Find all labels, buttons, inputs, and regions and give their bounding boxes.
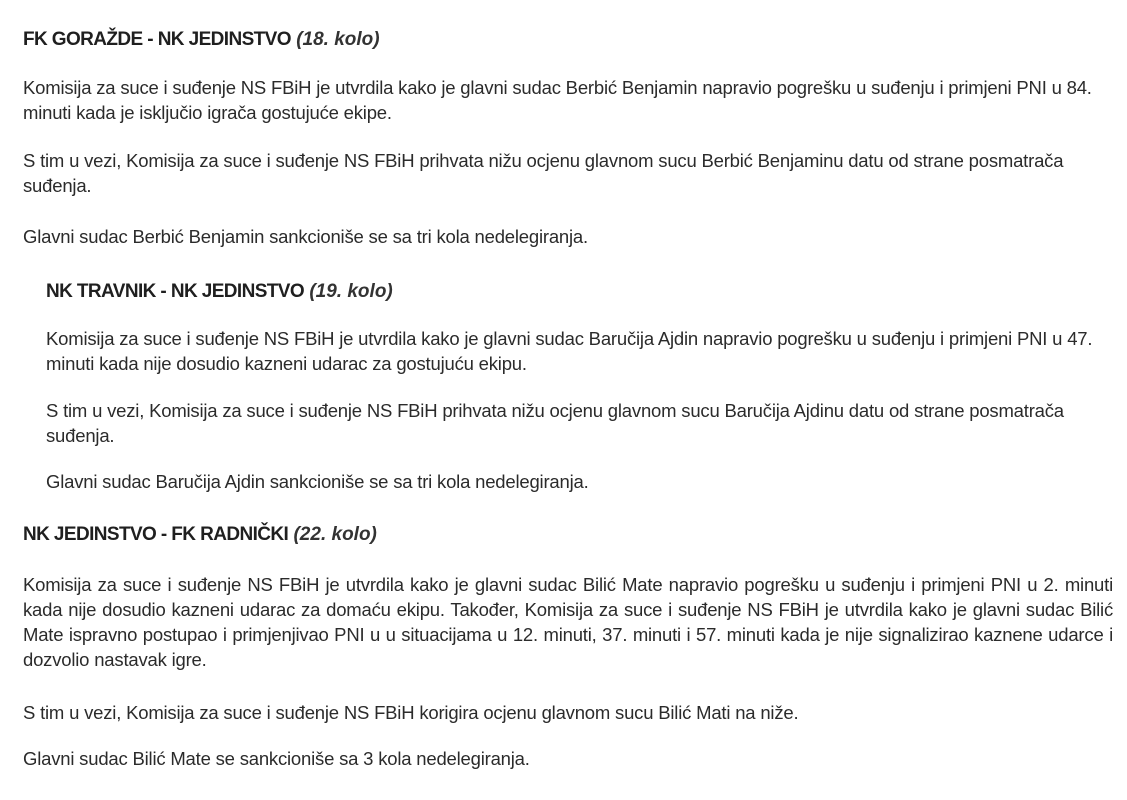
section-goražde-jedinstvo [23,27,1113,53]
match-title: FK GORAŽDE - NK JEDINSTVO [23,29,291,50]
section-1-paragraph-2 [23,148,1113,198]
paragraph: S tim u vezi, Komisija za suce i suđenje NS FBiH prihvata nižu ocjenu glavnom sucu Baručija Ajdinu datu od strane posmatrača suđenja. [46,400,1064,446]
paragraph: Komisija za suce i suđenje NS FBiH je utvrdila kako je glavni sudac Berbić Benjamin napravio pogrešku u suđenju i primjeni PNI u 84. minuti kada je isključio igrača gostujuće ekipe. [23,77,1092,123]
paragraph: Glavni sudac Berbić Benjamin sankcioniše se sa tri kola nedelegiranja. [23,226,588,247]
section-heading [46,279,1096,305]
section-1-paragraph-1 [23,75,1113,125]
section-heading [23,27,1113,53]
paragraph: Komisija za suce i suđenje NS FBiH je utvrdila kako je glavni sudac Bilić Mate napravio pogrešku u suđenju i primjeni PNI u 2. minuti kada nije dosudio kazneni udarac za domaću ekipu. Također, Komisija za suce i suđenje NS FBiH je utvrdila kako je glavni sudac Bilić Mate ispravno postupao i primjenjivao PNI u u situacijama u 12. minuti, 37. minuti i 57. minuti kada je nije signalizirao kaznene udarce i dozvolio nastavak igre. [23,574,1113,670]
section-3-paragraph-2 [23,700,1113,725]
paragraph: Komisija za suce i suđenje NS FBiH je utvrdila kako je glavni sudac Baručija Ajdin napravio pogrešku u suđenju i primjeni PNI u 47. minuti kada nije dosudio kazneni udarac za gostujuću ekipu. [46,328,1093,374]
section-heading [23,522,1113,548]
section-3-paragraph-3 [23,746,1113,771]
paragraph: Glavni sudac Bilić Mate se sankcioniše sa 3 kola nedelegiranja. [23,748,530,769]
round-label: (18. kolo) [296,29,380,50]
section-jedinstvo-radnicki [23,522,1113,548]
section-2-paragraph-1 [46,326,1096,376]
section-2-paragraph-3 [46,469,1096,494]
section-3-paragraph-1 [23,572,1113,672]
paragraph: S tim u vezi, Komisija za suce i suđenje NS FBiH korigira ocjenu glavnom sucu Bilić Mati na niže. [23,702,799,723]
section-1-paragraph-3 [23,224,1113,249]
section-2-paragraph-2 [46,398,1096,448]
match-title: NK JEDINSTVO - FK RADNIČKI [23,524,289,545]
match-title: NK TRAVNIK - NK JEDINSTVO [46,281,305,302]
section-travnik-jedinstvo [46,279,1096,305]
paragraph: Glavni sudac Baručija Ajdin sankcioniše se sa tri kola nedelegiranja. [46,471,589,492]
paragraph: S tim u vezi, Komisija za suce i suđenje NS FBiH prihvata nižu ocjenu glavnom sucu Berbić Benjaminu datu od strane posmatrača suđenja. [23,150,1064,196]
round-label: (19. kolo) [309,281,393,302]
round-label: (22. kolo) [293,524,377,545]
